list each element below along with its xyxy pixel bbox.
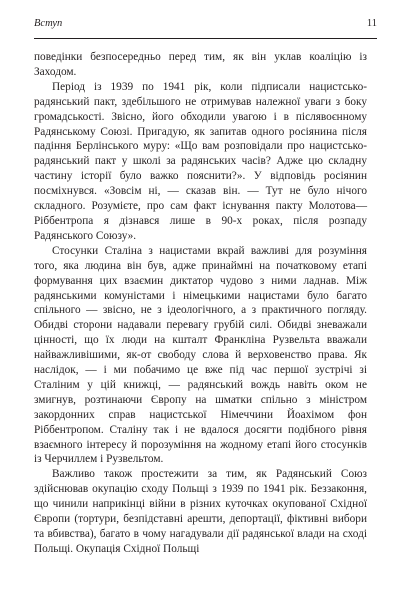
running-header xyxy=(34,18,377,36)
paragraph-continuation: поведінки безпосередньо перед тим, як він уклав коаліцію із Заходом. xyxy=(34,51,367,78)
body-text xyxy=(34,50,367,557)
paragraph: Період із 1939 по 1941 рік, коли підписали нацистсько-радянський пакт, здебільшого не отримував належної уваги з боку громадськості. Звісно, його обходили увагою і в післявоєнному Радянському Союзі. Пригадую, як запитав одного росіянина після падіння Берлінського муру: «Що вам розповідали про нацистсько-радянський пакт у школі за радянських часів? Адже цю складну частину історії було важко пояснити?». У відповідь росіянин посміхнувся. «Зовсім ні, — сказав він. — Тут не було нічого складного. Розумієте, про сам факт існування пакту Молотова—Ріббентропа я дізнався лише в 90-х роках, після розпаду Радянського Союзу». xyxy=(34,80,367,242)
page-number: 11 xyxy=(366,18,377,29)
paragraph: Важливо також простежити за тим, як Радянський Союз здійснював окупацію сходу Польщі з 1939 по 1941 рік. Беззаконня, що чинили наприкінці війни в різних куточках окупованої Східної Європи (тортури, безпідставні арешти, депортації, фіктивні вибори та вбивства), багато в чому нагадували дії радянської влади на сході Польщі. Окупація Східної Польщі xyxy=(34,468,367,555)
header-divider xyxy=(34,38,377,39)
paragraph: Стосунки Сталіна з нацистами вкрай важливі для розуміння того, яка людина він був, адже принаймні на початковому етапі формування цих взаємин диктатор чудово з ними ладнав. Між радянськими комуністами і німецькими нацистами було багато спільного — звісно, не з ідеологічного, а з практичного погляду. Обидві сторони надавали перевагу грубій силі. Обидві зневажали цінності, що їх люди на кшталт Франкліна Рузвельта вважали найважливішими, як-от свободу слова й верховенство права. Як наслідок, — і ми побачимо це вже під час першої зустрічі зі Сталіним у цій книжці, — радянський вождь навіть оком не змигнув, розтинаючи Європу на шматки спільно з міністром закордонних справ нацистської Німеччини Йоахімом фон Ріббентропом. Сталіну так і не вдалося досягти подібного рівня взаємного інтересу й порозуміння на жодному етапі його стосунків із Черчиллем і Рузвельтом. xyxy=(34,244,367,466)
section-title: Вступ xyxy=(34,18,63,29)
